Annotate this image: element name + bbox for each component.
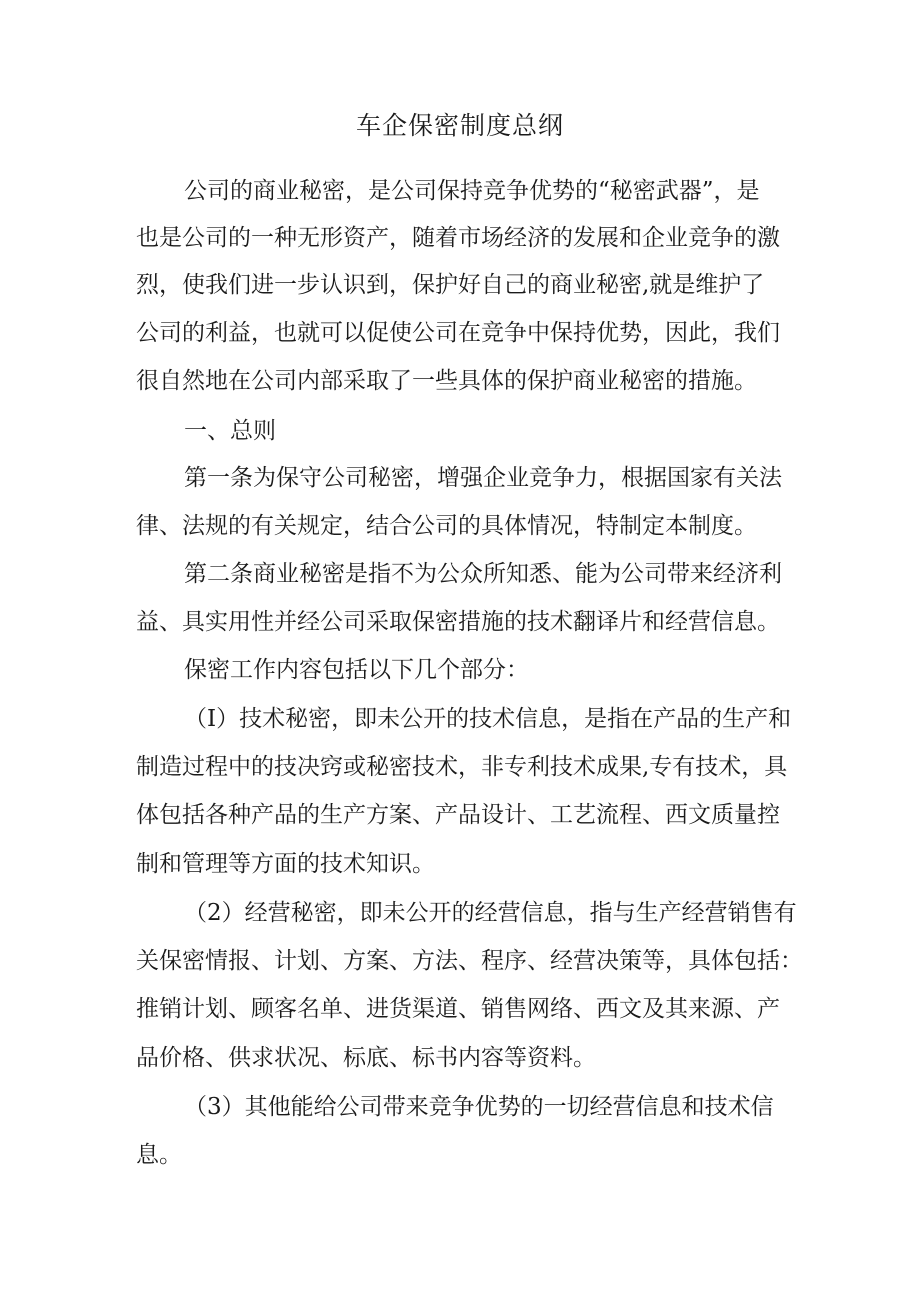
paragraph-line: 律、法规的有关规定，结合公司的具体情况，特制定本制度。 (136, 513, 757, 539)
section-heading: 一、总则 (184, 418, 276, 444)
paragraph-line: 体包括各种产品的生产方案、产品设计、工艺流程、西文质量控 (136, 802, 780, 828)
paragraph-line: 制造过程中的技决窍或秘密技术，非专利技术成果,专有技术，具 (136, 754, 788, 780)
list-item-line: （3）其他能给公司带来竞争优势的一切经营信息和技术信 (184, 1094, 774, 1120)
paragraph-line: 品价格、供求状况、标底、标书内容等资料。 (136, 1045, 596, 1071)
paragraph-line: 烈，使我们进一步认识到，保护好自己的商业秘密,就是维护了 (136, 272, 765, 298)
paragraph-line: 公司的利益，也就可以促使公司在竞争中保持优势，因此，我们 (136, 320, 780, 346)
paragraph-line: 也是公司的一种无形资产，随着市场经济的发展和企业竞争的激 (136, 225, 780, 251)
paragraph-line: 制和管理等方面的技术知识。 (136, 851, 435, 877)
paragraph-line: 第二条商业秘密是指不为公众所知悉、能为公司带来经济利 (184, 561, 782, 587)
paragraph-line: 关保密情报、计划、方案、方法、程序、经营决策等，具体包括： (136, 948, 803, 974)
paragraph-line: 息。 (136, 1142, 182, 1168)
list-item-line: （I）技术秘密，即未公开的技术信息，是指在产品的生产和 (184, 706, 792, 732)
paragraph-line: 益、具实用性并经公司采取保密措施的技术翻译片和经营信息。 (136, 609, 780, 635)
list-item-line: （2）经营秘密，即未公开的经营信息，指与生产经营销售有 (184, 900, 797, 926)
paragraph-line: 推销计划、顾客名单、进货渠道、销售网络、西文及其来源、产 (136, 996, 780, 1022)
page-title: 车企保密制度总纲 (355, 111, 564, 140)
paragraph-line: 保密工作内容包括以下几个部分： (184, 657, 529, 683)
paragraph-line: 第一条为保守公司秘密，增强企业竞争力，根据国家有关法 (184, 465, 782, 491)
paragraph-line: 公司的商业秘密，是公司保持竞争优势的“秘密武器”，是 (184, 178, 760, 204)
paragraph-line: 很自然地在公司内部采取了一些具体的保护商业秘密的措施。 (136, 368, 757, 394)
